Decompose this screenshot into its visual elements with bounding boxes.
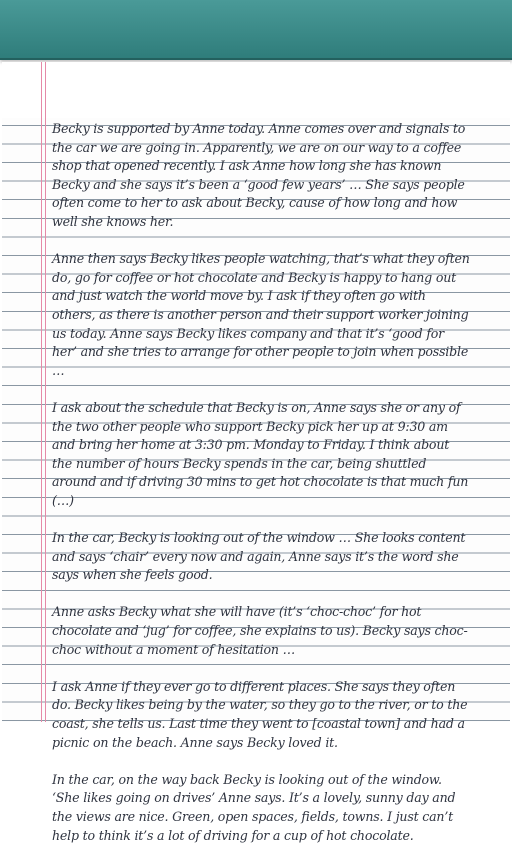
note-paragraph: In the car, Becky is looking out of the window … She looks content and says ‘chair’ every now and again, Anne says it’s the word she says when she feels good. xyxy=(52,530,466,583)
handwritten-notes xyxy=(52,120,472,864)
note-paragraph: Anne then says Becky likes people watching, that’s what they often do, go for coffee or hot chocolate and Becky is happy to hang out and just watch the world move by. I ask if they often go with others, as there is another person and their support worker joining us today. Anne says Becky likes company and that it’s ‘good for her’ and she tries to arrange for other people to join when possible … xyxy=(52,251,470,378)
note-paragraph: Anne asks Becky what she will have (it’s ‘choc-choc’ for hot chocolate and ‘jug’ for coffee, she explains to us). Becky says choc-choc without a moment of hesitation … xyxy=(52,604,468,657)
paper-top-blank-area xyxy=(2,62,510,118)
note-paragraph: In the car, on the way back Becky is looking out of the window. ‘She likes going on drives’ Anne says. It’s a lovely, sunny day and the views are nice. Green, open spaces, fields, towns. I just can’t help to think it’s a lot of driving for a cup of hot chocolate. xyxy=(52,771,456,843)
margin-line-left xyxy=(41,62,42,722)
margin-line-right xyxy=(45,62,46,722)
note-paragraph: Becky is supported by Anne today. Anne comes over and signals to the car we are going in. Apparently, we are on our way to a coffee shop that opened recently. I ask Anne how long she has known Becky and she says it’s been a ‘good few years’ … She says people often come to her to ask about Becky, cause of how long and how well she knows her. xyxy=(52,121,466,229)
note-paragraph: I ask about the schedule that Becky is on, Anne says she or any of the two other people who support Becky pick her up at 9:30 am and bring her home at 3:30 pm. Monday to Friday. I think about the number of hours Becky spends in the car, being shuttled around and if driving 30 mins to get hot chocolate is that much fun (…) xyxy=(52,399,469,508)
note-paragraph: I ask Anne if they ever go to different places. She says they often do. Becky likes being by the water, so they go to the river, or to the coast, she tells us. Last time they went to [coastal town] and had a picnic on the beach. Anne says Becky loved it. xyxy=(52,678,468,750)
notepad-binding-header xyxy=(0,0,512,60)
